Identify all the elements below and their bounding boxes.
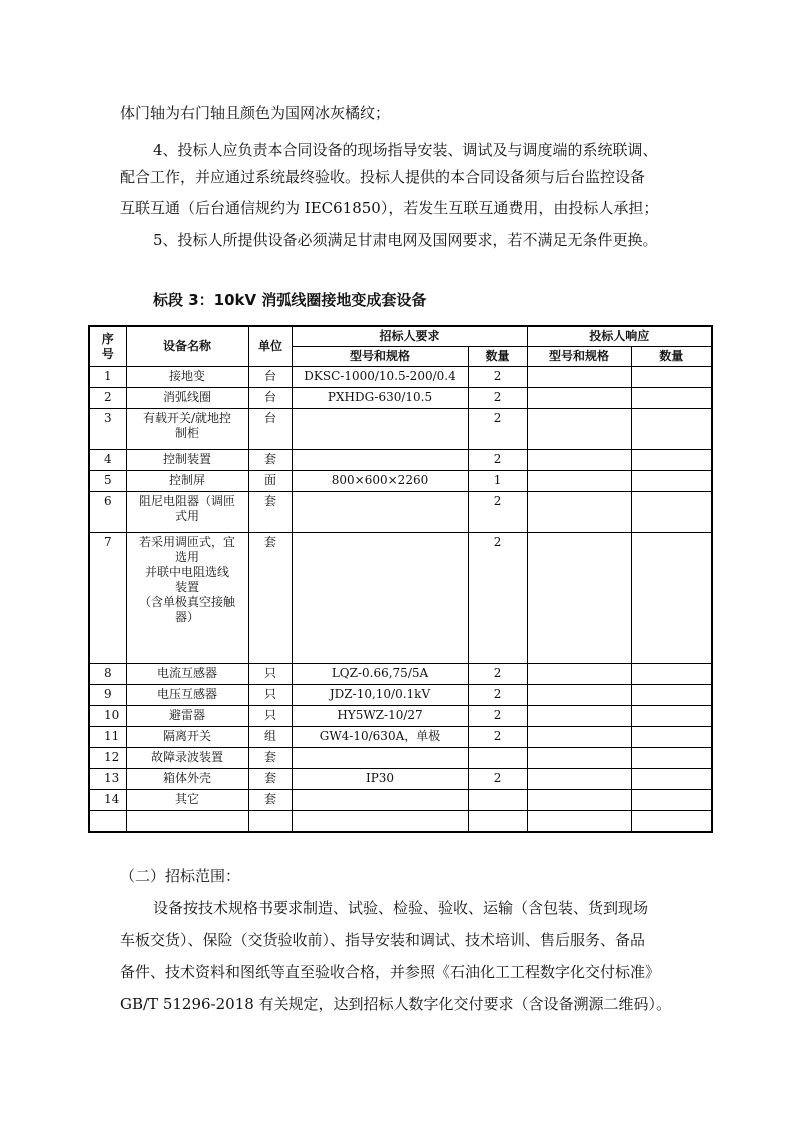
scope-line-4: GB/T 51296-2018 有关规定，达到招标人数字化交付要求（含设备溯源二维码）。 (120, 995, 672, 1013)
cell-seq: 13 (89, 769, 126, 790)
header-resp-qty: 数量 (631, 347, 712, 367)
cell-model (292, 790, 468, 811)
header-qty: 数量 (468, 347, 527, 367)
cell-seq: 3 (89, 409, 126, 450)
cell-seq: 10 (89, 706, 126, 727)
cell-seq: 1 (89, 367, 126, 388)
cell-name: 电压互感器 (126, 685, 248, 706)
cell-seq: 14 (89, 790, 126, 811)
cell-resp-model (527, 533, 631, 664)
cell-empty (126, 811, 248, 833)
cell-qty: 2 (468, 664, 527, 685)
cell-unit: 台 (248, 409, 292, 450)
cell-model: DKSC-1000/10.5-200/0.4 (292, 367, 468, 388)
cell-qty: 2 (468, 706, 527, 727)
cell-unit: 组 (248, 727, 292, 748)
cell-unit: 只 (248, 706, 292, 727)
cell-name: 箱体外壳 (126, 769, 248, 790)
header-bidder-response: 投标人响应 (527, 326, 712, 347)
cell-qty: 2 (468, 367, 527, 388)
cell-resp-model (527, 685, 631, 706)
cell-seq: 4 (89, 450, 126, 471)
cell-name: 故障录波装置 (126, 748, 248, 769)
cell-unit: 台 (248, 388, 292, 409)
cell-empty (468, 811, 527, 833)
cell-resp-model (527, 790, 631, 811)
cell-seq: 6 (89, 492, 126, 533)
cell-qty: 1 (468, 471, 527, 492)
cell-resp-qty (631, 748, 712, 769)
cell-resp-model (527, 664, 631, 685)
cell-empty (292, 811, 468, 833)
cell-model: IP30 (292, 769, 468, 790)
cell-unit: 面 (248, 471, 292, 492)
cell-model (292, 748, 468, 769)
table-row (89, 450, 712, 471)
cell-resp-qty (631, 769, 712, 790)
table-row (89, 388, 712, 409)
table-row (89, 727, 712, 748)
cell-qty: 2 (468, 533, 527, 664)
cell-name: 隔离开关 (126, 727, 248, 748)
cell-name: 控制装置 (126, 450, 248, 471)
cell-resp-model (527, 367, 631, 388)
cell-resp-qty (631, 706, 712, 727)
cell-name: 有载开关/就地控 制柜 (126, 409, 248, 450)
cell-resp-qty (631, 450, 712, 471)
cell-name: 电流互感器 (126, 664, 248, 685)
cell-unit: 套 (248, 790, 292, 811)
cell-resp-qty (631, 533, 712, 664)
table-row (89, 492, 712, 533)
cell-qty (468, 790, 527, 811)
cell-name: 接地变 (126, 367, 248, 388)
section-title: 标段 3：10kV 消弧线圈接地变成套设备 (153, 291, 427, 309)
cell-unit: 套 (248, 450, 292, 471)
cell-unit: 套 (248, 492, 292, 533)
cell-model: GW4-10/630A，单极 (292, 727, 468, 748)
cell-name: 避雷器 (126, 706, 248, 727)
cell-qty: 2 (468, 727, 527, 748)
cell-resp-qty (631, 685, 712, 706)
cell-model: 800×600×2260 (292, 471, 468, 492)
cell-seq: 5 (89, 471, 126, 492)
cell-resp-qty (631, 388, 712, 409)
cell-seq: 11 (89, 727, 126, 748)
cell-resp-model (527, 727, 631, 748)
cell-unit: 只 (248, 685, 292, 706)
cell-unit: 套 (248, 769, 292, 790)
cell-model: PXHDG-630/10.5 (292, 388, 468, 409)
cell-qty: 2 (468, 409, 527, 450)
cell-seq: 7 (89, 533, 126, 664)
table-row (89, 769, 712, 790)
header-unit: 单位 (248, 326, 292, 367)
cell-qty: 2 (468, 685, 527, 706)
header-seq: 序 号 (89, 326, 126, 367)
paragraph-line-2: 4、投标人应负责本合同设备的现场指导安装、调试及与调度端的系统联调、 (153, 141, 658, 159)
paragraph-line-3: 配合工作，并应通过系统最终验收。投标人提供的本合同设备须与后台监控设备 (120, 168, 646, 186)
cell-resp-model (527, 471, 631, 492)
header-model: 型号和规格 (292, 347, 468, 367)
cell-unit: 套 (248, 748, 292, 769)
cell-resp-model (527, 769, 631, 790)
cell-unit: 套 (248, 533, 292, 664)
cell-model (292, 492, 468, 533)
table-row (89, 790, 712, 811)
cell-unit: 只 (248, 664, 292, 685)
scope-line-1: 设备按技术规格书要求制造、试验、检验、验收、运输（含包装、货到现场 (153, 899, 649, 917)
table-row (89, 471, 712, 492)
cell-model (292, 533, 468, 664)
cell-empty (248, 811, 292, 833)
cell-resp-model (527, 492, 631, 533)
cell-model (292, 450, 468, 471)
equipment-table (88, 325, 713, 833)
paragraph-line-5: 5、投标人所提供设备必须满足甘肃电网及国网要求，若不满足无条件更换。 (153, 231, 658, 249)
table-row (89, 533, 712, 664)
cell-resp-qty (631, 790, 712, 811)
cell-name: 阻尼电阻器（调匝 式用 (126, 492, 248, 533)
table-row-empty (89, 811, 712, 833)
cell-resp-qty (631, 409, 712, 450)
scope-heading: （二）招标范围： (120, 867, 241, 885)
table-row (89, 706, 712, 727)
cell-model: LQZ-0.66,75/5A (292, 664, 468, 685)
scope-line-2: 车板交货）、保险（交货验收前）、指导安装和调试、技术培训、售后服务、备品 (120, 931, 646, 949)
table-row (89, 367, 712, 388)
cell-resp-model (527, 748, 631, 769)
table-row (89, 409, 712, 450)
cell-name: 消弧线圈 (126, 388, 248, 409)
cell-empty (527, 811, 631, 833)
paragraph-line-1: 体门轴为右门轴且颜色为国网冰灰橘纹； (120, 104, 391, 122)
table-row (89, 664, 712, 685)
cell-seq: 2 (89, 388, 126, 409)
cell-qty: 2 (468, 492, 527, 533)
cell-model: HY5WZ-10/27 (292, 706, 468, 727)
cell-model (292, 409, 468, 450)
cell-seq: 9 (89, 685, 126, 706)
cell-resp-model (527, 409, 631, 450)
cell-empty (631, 811, 712, 833)
cell-name: 控制屏 (126, 471, 248, 492)
paragraph-line-4: 互联互通（后台通信规约为 IEC61850），若发生互联互通费用，由投标人承担； (120, 199, 659, 217)
table-row (89, 748, 712, 769)
cell-resp-qty (631, 367, 712, 388)
cell-seq: 8 (89, 664, 126, 685)
cell-unit: 台 (248, 367, 292, 388)
table-row (89, 685, 712, 706)
cell-empty (89, 811, 126, 833)
cell-resp-qty (631, 727, 712, 748)
cell-seq: 12 (89, 748, 126, 769)
cell-name: 其它 (126, 790, 248, 811)
cell-qty (468, 748, 527, 769)
cell-qty: 2 (468, 388, 527, 409)
cell-qty: 2 (468, 769, 527, 790)
header-name: 设备名称 (126, 326, 248, 367)
header-tender-requirements: 招标人要求 (292, 326, 527, 347)
header-resp-model: 型号和规格 (527, 347, 631, 367)
cell-model: JDZ-10,10/0.1kV (292, 685, 468, 706)
cell-resp-model (527, 450, 631, 471)
scope-line-3: 备件、技术资料和图纸等直至验收合格，并参照《石油化工工程数字化交付标准》 (120, 963, 661, 981)
cell-name: 若采用调匝式，宜 选用 并联中电阻选线 装置 （含单极真空接触 器） (126, 533, 248, 664)
cell-resp-model (527, 388, 631, 409)
cell-resp-model (527, 706, 631, 727)
cell-resp-qty (631, 492, 712, 533)
cell-qty: 2 (468, 450, 527, 471)
cell-resp-qty (631, 471, 712, 492)
cell-resp-qty (631, 664, 712, 685)
